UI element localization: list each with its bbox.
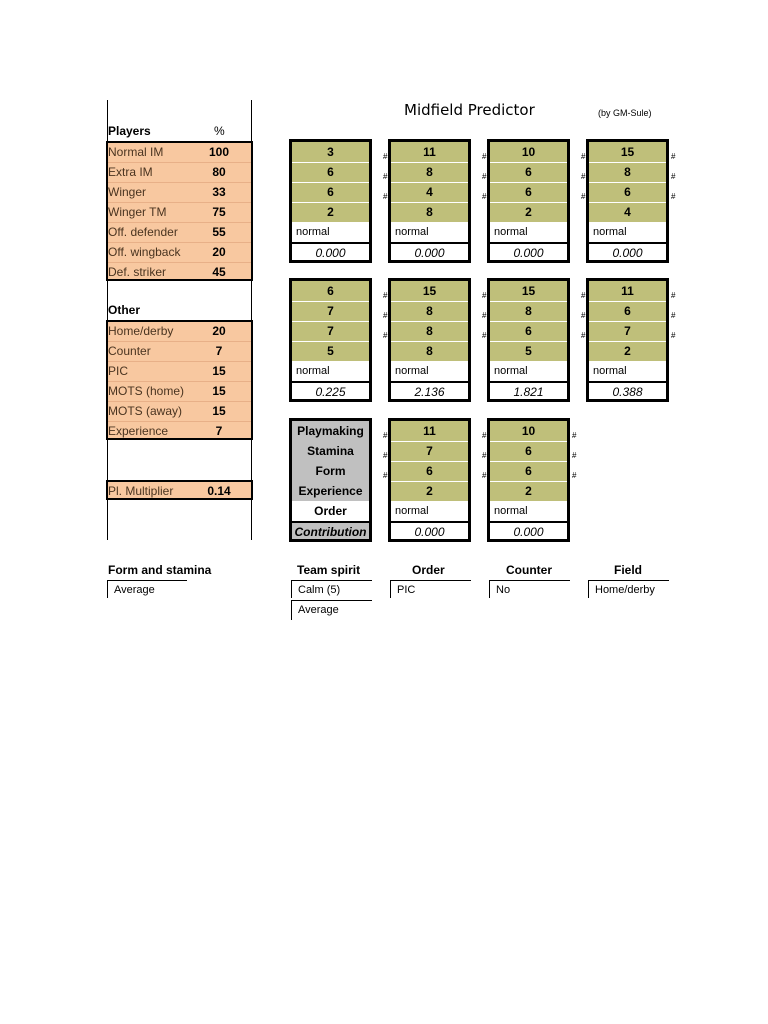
overflow-marker: # (671, 152, 676, 161)
setting-row (108, 421, 251, 441)
player-card (388, 278, 471, 402)
form-stamina-header: Form and stamina (108, 563, 212, 577)
skill-divider (490, 441, 567, 442)
overflow-marker: # (383, 471, 388, 480)
skill-divider (490, 341, 567, 342)
setting-label: Winger (108, 185, 147, 199)
field-header: Field (614, 563, 643, 577)
setting-label: Def. striker (108, 265, 167, 279)
setting-value[interactable]: 15 (212, 384, 226, 398)
order-select[interactable]: normal (395, 365, 429, 377)
order-select[interactable]: normal (494, 365, 528, 377)
team-spirit-select-2[interactable]: Average (291, 600, 372, 620)
order-select[interactable]: PIC (390, 580, 471, 598)
order-header: Order (412, 563, 445, 577)
setting-value[interactable]: 75 (212, 205, 226, 219)
row-divider (108, 421, 251, 422)
setting-label: Off. wingback (108, 245, 181, 259)
team-spirit-select[interactable]: Calm (5) (291, 580, 372, 598)
setting-label: Off. defender (108, 225, 178, 239)
skill-value[interactable]: 6 (327, 185, 334, 199)
skill-divider (391, 481, 468, 482)
skill-divider (391, 301, 468, 302)
player-card (586, 139, 669, 263)
order-select[interactable]: normal (494, 505, 528, 517)
skill-value[interactable]: 10 (521, 145, 536, 159)
skill-divider (391, 341, 468, 342)
skill-value[interactable]: 8 (426, 205, 433, 219)
overflow-marker: # (482, 431, 487, 440)
multiplier-label: Pl. Multiplier (108, 484, 174, 498)
skill-divider (292, 341, 369, 342)
page-title: Midfield Predictor (404, 101, 535, 119)
overflow-marker: # (482, 152, 487, 161)
overflow-marker: # (581, 192, 586, 201)
contribution-value: 2.136 (414, 385, 445, 399)
legend-card (289, 418, 372, 542)
row-divider (108, 162, 251, 163)
contribution-value: 0.388 (612, 385, 643, 399)
row-divider (108, 222, 251, 223)
row-divider (108, 182, 251, 183)
skill-value[interactable]: 8 (624, 165, 631, 179)
skill-value[interactable]: 6 (525, 165, 532, 179)
skill-value[interactable]: 2 (327, 205, 334, 219)
setting-value[interactable]: 55 (212, 225, 226, 239)
setting-row (108, 162, 251, 182)
skill-value[interactable]: 3 (327, 145, 334, 159)
skill-value[interactable]: 10 (521, 424, 536, 438)
overflow-marker: # (581, 331, 586, 340)
overflow-marker: # (383, 311, 388, 320)
order-select[interactable]: normal (296, 226, 330, 238)
overflow-marker: # (482, 291, 487, 300)
skill-value[interactable]: 15 (620, 145, 635, 159)
skill-divider (589, 202, 666, 203)
skill-value[interactable]: 8 (525, 304, 532, 318)
setting-value[interactable]: 33 (212, 185, 226, 199)
setting-label: Experience (108, 424, 169, 438)
skill-divider (490, 321, 567, 322)
skill-divider (589, 341, 666, 342)
skill-value[interactable]: 5 (525, 344, 532, 358)
row-divider (108, 202, 251, 203)
legend-order: Order (314, 504, 347, 518)
skill-divider (391, 321, 468, 322)
skill-value[interactable]: 6 (525, 185, 532, 199)
setting-value[interactable]: 15 (212, 364, 226, 378)
overflow-marker: # (482, 311, 487, 320)
byline: (by GM-Sule) (598, 108, 652, 118)
skill-value[interactable]: 4 (624, 205, 631, 219)
player-card (586, 278, 669, 402)
row-divider (108, 242, 251, 243)
overflow-marker: # (671, 172, 676, 181)
skill-value[interactable]: 11 (423, 145, 436, 159)
multiplier-panel (106, 480, 253, 500)
overflow-marker: # (482, 331, 487, 340)
skill-divider (589, 182, 666, 183)
setting-row (108, 142, 251, 162)
overflow-marker: # (671, 192, 676, 201)
contribution-value: 0.000 (315, 246, 346, 260)
setting-label: Home/derby (108, 324, 174, 338)
contribution-value: 1.821 (513, 385, 544, 399)
overflow-marker: # (572, 431, 577, 440)
setting-row (108, 242, 251, 262)
setting-value[interactable]: 80 (212, 165, 226, 179)
players-panel (106, 141, 253, 281)
skill-value[interactable]: 8 (426, 344, 433, 358)
player-card (289, 139, 372, 263)
setting-value[interactable]: 15 (212, 404, 226, 418)
form-stamina-select[interactable]: Average (107, 580, 187, 598)
legend-stamina: Stamina (292, 441, 369, 461)
overflow-marker: # (581, 291, 586, 300)
overflow-marker: # (572, 471, 577, 480)
overflow-marker: # (383, 172, 388, 181)
contribution-value: 0.000 (513, 246, 544, 260)
skill-divider (391, 461, 468, 462)
contribution-value: 0.000 (414, 525, 445, 539)
skill-value[interactable]: 2 (525, 484, 532, 498)
field-select[interactable]: Home/derby (588, 580, 669, 598)
skill-value[interactable]: 5 (327, 344, 334, 358)
order-select[interactable]: normal (593, 226, 627, 238)
setting-value[interactable]: 45 (212, 265, 226, 279)
skill-divider (490, 182, 567, 183)
skill-divider (490, 202, 567, 203)
skill-value[interactable]: 2 (525, 205, 532, 219)
overflow-marker: # (383, 331, 388, 340)
setting-label: Counter (108, 344, 151, 358)
overflow-marker: # (383, 152, 388, 161)
legend-contribution: Contribution (292, 523, 369, 539)
player-card (388, 418, 471, 542)
setting-row (108, 361, 251, 381)
order-select[interactable]: normal (395, 505, 429, 517)
skill-value[interactable]: 15 (521, 284, 536, 298)
skill-divider (292, 162, 369, 163)
skill-value[interactable]: 6 (327, 165, 334, 179)
skill-value[interactable]: 6 (525, 324, 532, 338)
skill-value[interactable]: 11 (621, 284, 634, 298)
overflow-marker: # (671, 311, 676, 320)
setting-row (108, 182, 251, 202)
setting-row (108, 401, 251, 421)
legend-playmaking: Playmaking (292, 421, 369, 441)
skill-value[interactable]: 7 (624, 324, 631, 338)
skill-value[interactable]: 6 (624, 185, 631, 199)
overflow-marker: # (482, 471, 487, 480)
skill-value[interactable]: 4 (426, 185, 433, 199)
setting-label: MOTS (home) (108, 384, 185, 398)
skill-value[interactable]: 2 (624, 344, 631, 358)
setting-label: Normal IM (108, 145, 164, 159)
skill-value[interactable]: 7 (327, 324, 334, 338)
skill-value[interactable]: 11 (423, 424, 436, 438)
row-divider (108, 401, 251, 402)
player-card (487, 418, 570, 542)
row-divider (108, 381, 251, 382)
other-panel (106, 320, 253, 440)
legend-form: Form (292, 461, 369, 481)
overflow-marker: # (482, 192, 487, 201)
team-spirit-header: Team spirit (297, 563, 361, 577)
skill-value[interactable]: 7 (327, 304, 334, 318)
setting-row (108, 262, 251, 282)
row-divider (108, 341, 251, 342)
contribution-value: 0.000 (513, 525, 544, 539)
skill-divider (490, 162, 567, 163)
setting-value[interactable]: 20 (212, 245, 226, 259)
skill-divider (589, 301, 666, 302)
multiplier-value[interactable]: 0.14 (207, 484, 231, 498)
skill-value[interactable]: 6 (426, 464, 433, 478)
skill-value[interactable]: 8 (426, 324, 433, 338)
overflow-marker: # (383, 192, 388, 201)
overflow-marker: # (581, 311, 586, 320)
skill-divider (292, 202, 369, 203)
skill-divider (490, 481, 567, 482)
skill-value[interactable]: 15 (422, 284, 437, 298)
overflow-marker: # (383, 291, 388, 300)
overflow-marker: # (482, 172, 487, 181)
order-select[interactable]: normal (395, 226, 429, 238)
contribution-value: 0.000 (414, 246, 445, 260)
setting-label: Extra IM (108, 165, 153, 179)
skill-divider (292, 321, 369, 322)
skill-value[interactable]: 6 (525, 464, 532, 478)
order-select[interactable]: normal (593, 365, 627, 377)
skill-value[interactable]: 8 (426, 165, 433, 179)
contribution-value: 0.225 (315, 385, 346, 399)
player-card (487, 139, 570, 263)
skill-divider (391, 182, 468, 183)
overflow-marker: # (383, 451, 388, 460)
setting-value[interactable]: 7 (215, 424, 223, 438)
setting-value[interactable]: 100 (208, 145, 230, 159)
order-select[interactable]: normal (494, 226, 528, 238)
skill-value[interactable]: 6 (525, 444, 532, 458)
skill-divider (490, 461, 567, 462)
setting-row (108, 321, 251, 341)
setting-row (108, 341, 251, 361)
player-card (388, 139, 471, 263)
setting-row (108, 222, 251, 242)
skill-divider (292, 301, 369, 302)
skill-value[interactable]: 2 (426, 484, 433, 498)
counter-select[interactable]: No (489, 580, 570, 598)
overflow-marker: # (572, 451, 577, 460)
setting-label: MOTS (away) (108, 404, 183, 418)
skill-divider (589, 162, 666, 163)
overflow-marker: # (671, 291, 676, 300)
percent-header: % (214, 124, 225, 138)
players-header: Players (108, 124, 151, 138)
player-card (289, 278, 372, 402)
setting-label: PIC (108, 364, 129, 378)
skill-divider (391, 202, 468, 203)
skill-value[interactable]: 6 (624, 304, 631, 318)
contribution-value: 0.000 (612, 246, 643, 260)
row-divider (108, 361, 251, 362)
setting-row (108, 202, 251, 222)
skill-value[interactable]: 6 (327, 284, 334, 298)
skill-value[interactable]: 8 (426, 304, 433, 318)
counter-header: Counter (506, 563, 552, 577)
skill-divider (292, 182, 369, 183)
skill-divider (391, 441, 468, 442)
player-card (487, 278, 570, 402)
overflow-marker: # (581, 152, 586, 161)
setting-row (108, 381, 251, 401)
order-select[interactable]: normal (296, 365, 330, 377)
overflow-marker: # (482, 451, 487, 460)
skill-divider (490, 301, 567, 302)
overflow-marker: # (383, 431, 388, 440)
legend-experience: Experience (292, 481, 369, 501)
setting-label: Winger TM (108, 205, 167, 219)
skill-divider (391, 162, 468, 163)
setting-value[interactable]: 7 (215, 344, 223, 358)
setting-value[interactable]: 20 (212, 324, 226, 338)
other-header: Other (108, 303, 141, 317)
overflow-marker: # (671, 331, 676, 340)
skill-value[interactable]: 7 (426, 444, 433, 458)
overflow-marker: # (581, 172, 586, 181)
skill-divider (589, 321, 666, 322)
row-divider (108, 262, 251, 263)
